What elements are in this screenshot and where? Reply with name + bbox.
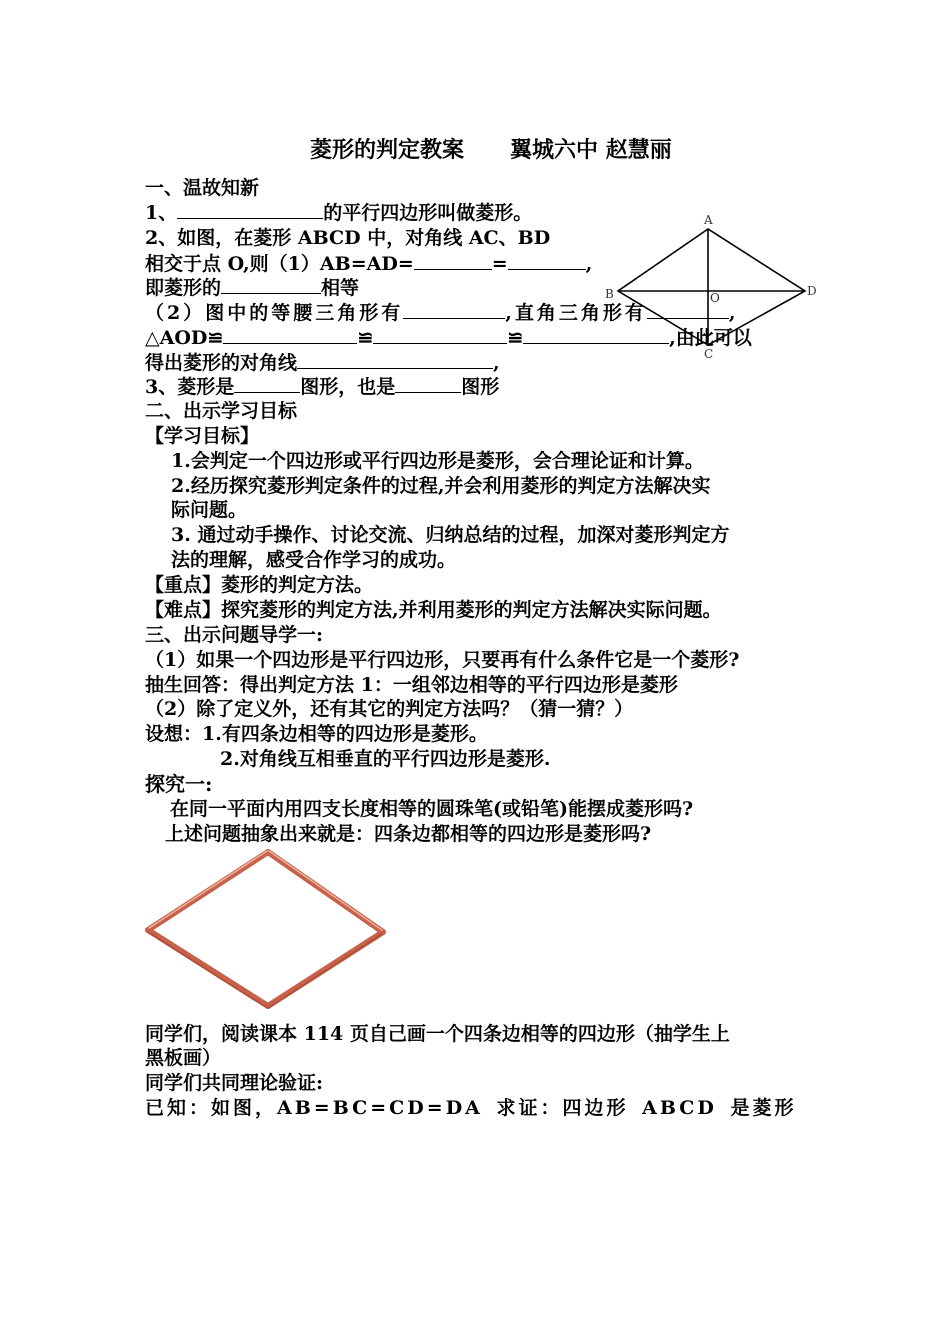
q2-line6-end: , [493, 352, 500, 374]
goal-3-line2: 法的理解，感受合作学习的成功。 [171, 549, 457, 571]
q2-congruent-2: ≌ [507, 327, 524, 349]
question-2-line2 [145, 251, 592, 276]
q3-blank-2[interactable] [395, 374, 461, 393]
hypothesis-2: 2.对角线互相垂直的平行四边形是菱形. [220, 748, 551, 770]
q2-line4-end: , [728, 302, 736, 324]
q2-blank-4[interactable] [403, 300, 505, 319]
prompt-3: （2）除了定义外，还有其它的判定方法吗？（猜一猜？） [145, 698, 634, 720]
q3-text-a: 3、菱形是 [145, 376, 235, 398]
q2-blank-3[interactable] [221, 275, 321, 294]
pencil-top-left [148, 852, 268, 930]
label-a: A [704, 213, 713, 227]
q2-blank-9[interactable] [297, 350, 493, 369]
q2-line3-text: 即菱形的 [145, 277, 222, 299]
section3-heading: 三、出示问题导学一: [145, 624, 324, 646]
q2-blank-7[interactable] [373, 325, 507, 344]
difficulty-point: 【难点】探究菱形的判定方法,并利用菱形的判定方法解决实际问题。 [145, 599, 722, 621]
label-b: B [605, 287, 614, 301]
rhombus-abcd-figure [600, 212, 825, 362]
q1-suffix: 的平行四边形叫做菱形。 [323, 202, 533, 224]
title-author: 赵慧丽 [605, 137, 672, 163]
rhombus-outline [618, 229, 805, 345]
q2-line4-text: （2）图中的等腰三角形有 [145, 302, 404, 324]
q2-line3-end: 相等 [321, 277, 360, 299]
q2-line6-text: 得出菱形的对角线 [145, 352, 298, 374]
label-o: O [710, 291, 720, 305]
question-3 [145, 374, 499, 399]
q3-blank-1[interactable] [234, 374, 300, 393]
q2-congruent-1: ≌ [357, 327, 374, 349]
q2-line2-text: 相交于点 O,则（1）AB=AD= [145, 253, 414, 275]
q2-blank-2[interactable] [508, 251, 586, 270]
q2-line5-text: △AOD≌ [145, 327, 224, 349]
pencil-bottom-right [268, 932, 383, 1006]
section1-heading: 一、温故知新 [145, 177, 260, 199]
goal-2-line2: 际问题。 [171, 499, 248, 521]
q2-comma: , [585, 253, 593, 275]
reading-line-2: 黑板画） [145, 1047, 222, 1069]
q2-blank-6[interactable] [223, 325, 357, 344]
q2-line4-mid: ,直角三角形有 [505, 302, 647, 324]
goals-label: 【学习目标】 [145, 425, 260, 447]
explore-question-2: 上述问题抽象出来就是：四条边都相等的四边形是菱形吗? [165, 823, 652, 845]
key-point: 【重点】菱形的判定方法。 [145, 574, 374, 596]
pencil-highlight-1 [149, 851, 267, 928]
section2-heading: 二、出示学习目标 [145, 400, 298, 422]
title-school: 翼城六中 [510, 137, 599, 163]
label-c: C [704, 347, 714, 361]
prompt-2: 抽生回答：得出判定方法 1：一组邻边相等的平行四边形是菱形 [145, 674, 678, 696]
q3-text-b: 图形，也是 [300, 376, 396, 398]
question-2-line3 [145, 275, 359, 300]
pencil-highlight-2 [269, 851, 382, 930]
reading-line-1: 同学们，阅读课本 114 页自己画一个四条边相等的四边形（抽学生上 [145, 1023, 730, 1045]
question-2-line1: 2、如图，在菱形 ABCD 中，对角线 AC、BD [145, 227, 551, 249]
q1-prefix: 1、 [145, 202, 178, 224]
question-1 [145, 200, 532, 225]
proof-statement: 已知：如图，AB=BC=CD=DA 求证：四边形 ABCD 是菱形 [145, 1097, 797, 1119]
pencil-bottom-left [148, 930, 268, 1006]
reading-line-3: 同学们共同理论验证: [145, 1072, 324, 1094]
explore-heading: 探究一: [145, 772, 213, 796]
prompt-1: （1）如果一个四边形是平行四边形，只要再有什么条件它是一个菱形? [145, 649, 740, 671]
question-2-line6 [145, 350, 500, 375]
document-title [310, 136, 672, 164]
label-d: D [807, 284, 817, 298]
pencil-top-right [268, 852, 383, 932]
explore-question-1: 在同一平面内用四支长度相等的圆珠笔(或铅笔)能摆成菱形吗? [170, 798, 694, 820]
hypothesis-1: 设想：1.有四条边相等的四边形是菱形。 [145, 723, 488, 745]
pencil-shadow-1 [268, 934, 382, 1008]
pencil-rhombus-figure [140, 840, 390, 1015]
goal-2-line1: 2.经历探究菱形判定条件的过程,并会利用菱形的判定方法解决实 [171, 475, 711, 497]
pencil-shadow-2 [148, 932, 267, 1008]
q2-line5-end: ,由此可以 [669, 327, 752, 349]
goal-3-line1: 3. 通过动手操作、讨论交流、归纳总结的过程，加深对菱形判定方 [171, 524, 730, 546]
goal-1: 1.会判定一个四边形或平行四边形是菱形，会合理论证和计算。 [171, 450, 704, 472]
title-main: 菱形的判定教案 [310, 137, 465, 163]
q3-text-c: 图形 [461, 376, 500, 398]
q1-blank[interactable] [177, 200, 323, 219]
q2-equals: = [491, 253, 508, 275]
q2-blank-1[interactable] [414, 251, 492, 270]
